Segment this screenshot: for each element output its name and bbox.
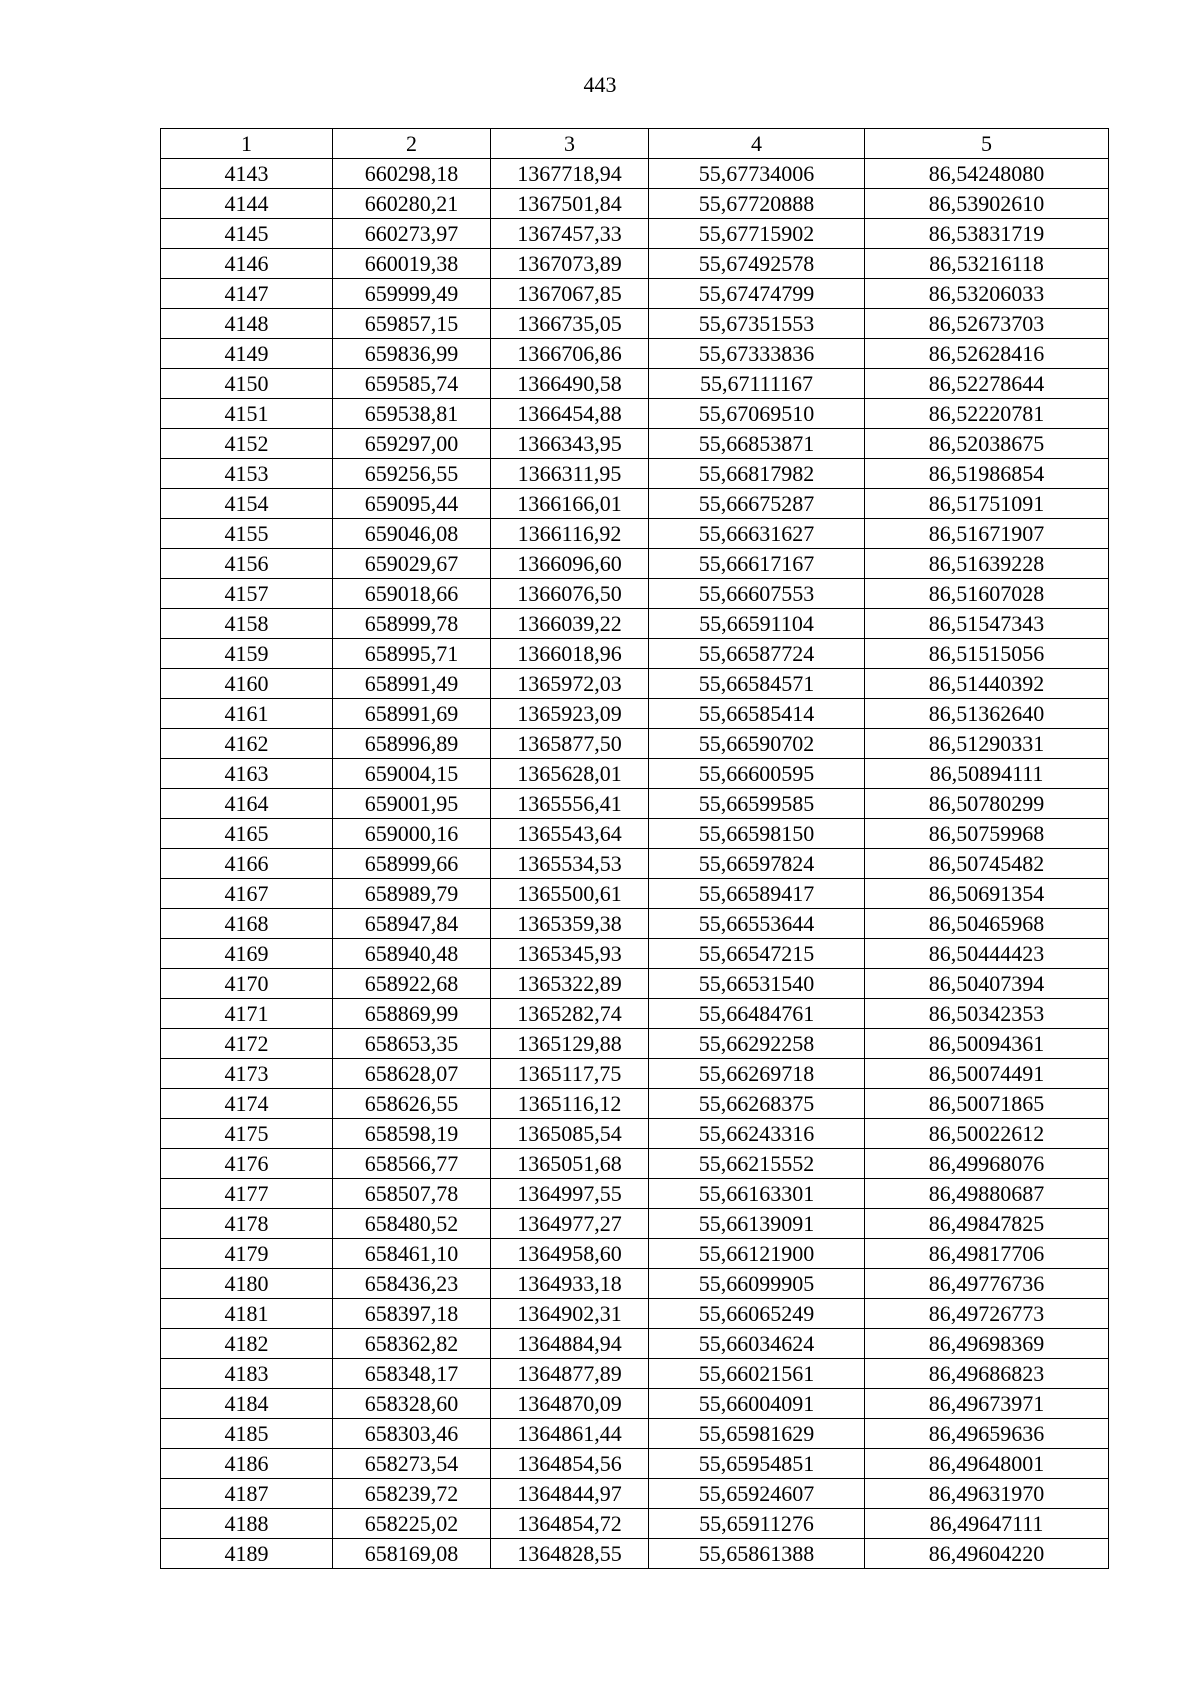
table-cell: 55,66484761	[649, 999, 865, 1029]
table-header-row	[161, 129, 1109, 159]
table-cell: 4183	[161, 1359, 333, 1389]
table-cell: 1365923,09	[491, 699, 649, 729]
coordinates-table	[160, 128, 1109, 1569]
table-row	[161, 669, 1109, 699]
table-cell: 55,67069510	[649, 399, 865, 429]
table-cell: 658999,78	[333, 609, 491, 639]
table-row	[161, 279, 1109, 309]
table-cell: 4153	[161, 459, 333, 489]
table-cell: 660280,21	[333, 189, 491, 219]
table-cell: 658169,08	[333, 1539, 491, 1569]
table-row	[161, 1359, 1109, 1389]
table-cell: 1365500,61	[491, 879, 649, 909]
column-header: 4	[649, 129, 865, 159]
table-cell: 86,49604220	[865, 1539, 1109, 1569]
table-cell: 4179	[161, 1239, 333, 1269]
table-cell: 658348,17	[333, 1359, 491, 1389]
table-cell: 4181	[161, 1299, 333, 1329]
table-cell: 658628,07	[333, 1059, 491, 1089]
table-cell: 55,66591104	[649, 609, 865, 639]
table-row	[161, 999, 1109, 1029]
table-cell: 1364854,72	[491, 1509, 649, 1539]
table-cell: 1365129,88	[491, 1029, 649, 1059]
table-cell: 86,50691354	[865, 879, 1109, 909]
table-cell: 658328,60	[333, 1389, 491, 1419]
table-cell: 55,65911276	[649, 1509, 865, 1539]
table-row	[161, 489, 1109, 519]
table-cell: 658995,71	[333, 639, 491, 669]
table-cell: 86,49698369	[865, 1329, 1109, 1359]
table-cell: 658436,23	[333, 1269, 491, 1299]
table-cell: 1366018,96	[491, 639, 649, 669]
table-cell: 659029,67	[333, 549, 491, 579]
table-row	[161, 1179, 1109, 1209]
table-cell: 86,51671907	[865, 519, 1109, 549]
table-cell: 86,49647111	[865, 1509, 1109, 1539]
table-cell: 4143	[161, 159, 333, 189]
table-cell: 55,66600595	[649, 759, 865, 789]
table-cell: 4147	[161, 279, 333, 309]
table-cell: 55,66547215	[649, 939, 865, 969]
table-cell: 659857,15	[333, 309, 491, 339]
table-cell: 1364902,31	[491, 1299, 649, 1329]
table-cell: 4155	[161, 519, 333, 549]
table-cell: 1366454,88	[491, 399, 649, 429]
table-row	[161, 189, 1109, 219]
table-cell: 86,49817706	[865, 1239, 1109, 1269]
table-cell: 659001,95	[333, 789, 491, 819]
table-cell: 86,52038675	[865, 429, 1109, 459]
table-cell: 1365051,68	[491, 1149, 649, 1179]
table-row	[161, 759, 1109, 789]
table-cell: 86,51515056	[865, 639, 1109, 669]
table-cell: 55,65924607	[649, 1479, 865, 1509]
table-cell: 4150	[161, 369, 333, 399]
table-cell: 4165	[161, 819, 333, 849]
table-row	[161, 1449, 1109, 1479]
table-cell: 658480,52	[333, 1209, 491, 1239]
table-cell: 658225,02	[333, 1509, 491, 1539]
table-cell: 86,50759968	[865, 819, 1109, 849]
table-cell: 659095,44	[333, 489, 491, 519]
table-cell: 55,66599585	[649, 789, 865, 819]
table-row	[161, 579, 1109, 609]
table-cell: 659018,66	[333, 579, 491, 609]
table-cell: 86,53831719	[865, 219, 1109, 249]
table-cell: 4169	[161, 939, 333, 969]
table-cell: 1366076,50	[491, 579, 649, 609]
table-cell: 86,51607028	[865, 579, 1109, 609]
table-cell: 86,50444423	[865, 939, 1109, 969]
table-cell: 658362,82	[333, 1329, 491, 1359]
table-cell: 658996,89	[333, 729, 491, 759]
table-cell: 55,66243316	[649, 1119, 865, 1149]
table-cell: 55,66607553	[649, 579, 865, 609]
table-cell: 1365116,12	[491, 1089, 649, 1119]
table-row	[161, 879, 1109, 909]
table-cell: 658989,79	[333, 879, 491, 909]
table-row	[161, 219, 1109, 249]
table-cell: 659585,74	[333, 369, 491, 399]
table-row	[161, 1149, 1109, 1179]
table-cell: 4163	[161, 759, 333, 789]
table-cell: 658273,54	[333, 1449, 491, 1479]
table-row	[161, 309, 1109, 339]
table-cell: 55,67333836	[649, 339, 865, 369]
table-cell: 86,53902610	[865, 189, 1109, 219]
table-cell: 4171	[161, 999, 333, 1029]
table-row	[161, 1329, 1109, 1359]
table-cell: 658999,66	[333, 849, 491, 879]
table-row	[161, 909, 1109, 939]
table-cell: 1367501,84	[491, 189, 649, 219]
table-cell: 4166	[161, 849, 333, 879]
table-cell: 1365282,74	[491, 999, 649, 1029]
table-cell: 659538,81	[333, 399, 491, 429]
table-cell: 4154	[161, 489, 333, 519]
table-cell: 86,51639228	[865, 549, 1109, 579]
table-cell: 86,52220781	[865, 399, 1109, 429]
table-row	[161, 1209, 1109, 1239]
table-cell: 4177	[161, 1179, 333, 1209]
table-cell: 658626,55	[333, 1089, 491, 1119]
table-cell: 55,66598150	[649, 819, 865, 849]
table-row	[161, 1299, 1109, 1329]
table-body	[161, 159, 1109, 1569]
table-cell: 86,50074491	[865, 1059, 1109, 1089]
table-row	[161, 1419, 1109, 1449]
table-cell: 4178	[161, 1209, 333, 1239]
table-row	[161, 1389, 1109, 1419]
table-cell: 1366039,22	[491, 609, 649, 639]
table-cell: 86,51440392	[865, 669, 1109, 699]
table-cell: 1366116,92	[491, 519, 649, 549]
table-cell: 86,51751091	[865, 489, 1109, 519]
table-cell: 1364884,94	[491, 1329, 649, 1359]
table-cell: 55,66675287	[649, 489, 865, 519]
table-row	[161, 639, 1109, 669]
table-cell: 658653,35	[333, 1029, 491, 1059]
table-cell: 55,66589417	[649, 879, 865, 909]
table-row	[161, 1029, 1109, 1059]
page-number: 443	[583, 72, 617, 97]
table-cell: 660273,97	[333, 219, 491, 249]
table-cell: 86,50745482	[865, 849, 1109, 879]
column-header: 2	[333, 129, 491, 159]
table-cell: 1366096,60	[491, 549, 649, 579]
table-row	[161, 1539, 1109, 1569]
table-cell: 55,66585414	[649, 699, 865, 729]
table-cell: 1364958,60	[491, 1239, 649, 1269]
table-cell: 4145	[161, 219, 333, 249]
table-row	[161, 519, 1109, 549]
table-cell: 4170	[161, 969, 333, 999]
table-cell: 4160	[161, 669, 333, 699]
table-cell: 658940,48	[333, 939, 491, 969]
table-cell: 1367073,89	[491, 249, 649, 279]
table-cell: 658991,49	[333, 669, 491, 699]
table-row	[161, 729, 1109, 759]
table-cell: 55,67492578	[649, 249, 865, 279]
table-row	[161, 939, 1109, 969]
table-cell: 4164	[161, 789, 333, 819]
table-cell: 86,54248080	[865, 159, 1109, 189]
table-cell: 4173	[161, 1059, 333, 1089]
table-cell: 659297,00	[333, 429, 491, 459]
table-cell: 658461,10	[333, 1239, 491, 1269]
table-cell: 4149	[161, 339, 333, 369]
table-cell: 1365534,53	[491, 849, 649, 879]
table-cell: 55,66099905	[649, 1269, 865, 1299]
table-cell: 86,50071865	[865, 1089, 1109, 1119]
table-cell: 1365556,41	[491, 789, 649, 819]
table-cell: 55,66034624	[649, 1329, 865, 1359]
table-cell: 55,66292258	[649, 1029, 865, 1059]
table-cell: 1365543,64	[491, 819, 649, 849]
table-cell: 1364997,55	[491, 1179, 649, 1209]
table-cell: 1365359,38	[491, 909, 649, 939]
table-cell: 4175	[161, 1119, 333, 1149]
table-row	[161, 1479, 1109, 1509]
table-cell: 659000,16	[333, 819, 491, 849]
table-cell: 1365322,89	[491, 969, 649, 999]
table-cell: 55,66553644	[649, 909, 865, 939]
table-cell: 1364933,18	[491, 1269, 649, 1299]
table-cell: 55,67734006	[649, 159, 865, 189]
table-cell: 4174	[161, 1089, 333, 1119]
table-cell: 86,49968076	[865, 1149, 1109, 1179]
table-cell: 4146	[161, 249, 333, 279]
table-cell: 1364861,44	[491, 1419, 649, 1449]
table-cell: 4168	[161, 909, 333, 939]
table-cell: 4184	[161, 1389, 333, 1419]
table-row	[161, 609, 1109, 639]
table-cell: 86,51986854	[865, 459, 1109, 489]
table-cell: 86,49880687	[865, 1179, 1109, 1209]
table-cell: 1364844,97	[491, 1479, 649, 1509]
table-row	[161, 1269, 1109, 1299]
column-header: 1	[161, 129, 333, 159]
table-cell: 86,49648001	[865, 1449, 1109, 1479]
table-cell: 86,51362640	[865, 699, 1109, 729]
table-cell: 659999,49	[333, 279, 491, 309]
table-cell: 86,50780299	[865, 789, 1109, 819]
table-cell: 55,67351553	[649, 309, 865, 339]
table-cell: 4161	[161, 699, 333, 729]
table-row	[161, 1089, 1109, 1119]
table-cell: 55,66817982	[649, 459, 865, 489]
table-row	[161, 339, 1109, 369]
table-cell: 658991,69	[333, 699, 491, 729]
table-cell: 86,49776736	[865, 1269, 1109, 1299]
table-row	[161, 1059, 1109, 1089]
table-cell: 4158	[161, 609, 333, 639]
table-cell: 658303,46	[333, 1419, 491, 1449]
table-row	[161, 1239, 1109, 1269]
table-cell: 4151	[161, 399, 333, 429]
table-row	[161, 369, 1109, 399]
table-cell: 659004,15	[333, 759, 491, 789]
table-cell: 659046,08	[333, 519, 491, 549]
table-cell: 1367718,94	[491, 159, 649, 189]
table-cell: 658869,99	[333, 999, 491, 1029]
table-cell: 1365085,54	[491, 1119, 649, 1149]
table-cell: 55,65954851	[649, 1449, 865, 1479]
table-cell: 658947,84	[333, 909, 491, 939]
table-cell: 86,50022612	[865, 1119, 1109, 1149]
table-cell: 4167	[161, 879, 333, 909]
table-cell: 659836,99	[333, 339, 491, 369]
table-cell: 86,50465968	[865, 909, 1109, 939]
table-cell: 1366343,95	[491, 429, 649, 459]
table-row	[161, 819, 1109, 849]
table-cell: 658566,77	[333, 1149, 491, 1179]
table-cell: 55,66590702	[649, 729, 865, 759]
table-cell: 1365972,03	[491, 669, 649, 699]
table-cell: 1364977,27	[491, 1209, 649, 1239]
table-cell: 55,66531540	[649, 969, 865, 999]
table-cell: 86,52628416	[865, 339, 1109, 369]
table-cell: 4176	[161, 1149, 333, 1179]
table-cell: 55,66065249	[649, 1299, 865, 1329]
table-cell: 4186	[161, 1449, 333, 1479]
table-cell: 55,66121900	[649, 1239, 865, 1269]
table-cell: 1367457,33	[491, 219, 649, 249]
table-cell: 1364854,56	[491, 1449, 649, 1479]
table-cell: 86,50407394	[865, 969, 1109, 999]
table-cell: 1366490,58	[491, 369, 649, 399]
table-row	[161, 1119, 1109, 1149]
table-cell: 660298,18	[333, 159, 491, 189]
table-cell: 55,65981629	[649, 1419, 865, 1449]
table-cell: 55,65861388	[649, 1539, 865, 1569]
table-cell: 55,67111167	[649, 369, 865, 399]
table-cell: 1364828,55	[491, 1539, 649, 1569]
table-row	[161, 249, 1109, 279]
table-cell: 1365628,01	[491, 759, 649, 789]
table-row	[161, 849, 1109, 879]
table-cell: 86,49659636	[865, 1419, 1109, 1449]
table-cell: 658507,78	[333, 1179, 491, 1209]
table-cell: 55,66021561	[649, 1359, 865, 1389]
table-cell: 658239,72	[333, 1479, 491, 1509]
table-cell: 1365345,93	[491, 939, 649, 969]
table-cell: 55,66163301	[649, 1179, 865, 1209]
table-cell: 4162	[161, 729, 333, 759]
table-cell: 55,67715902	[649, 219, 865, 249]
table-cell: 55,67720888	[649, 189, 865, 219]
table-cell: 86,52673703	[865, 309, 1109, 339]
table-row	[161, 459, 1109, 489]
table-cell: 1366706,86	[491, 339, 649, 369]
table-cell: 4144	[161, 189, 333, 219]
table-cell: 4185	[161, 1419, 333, 1449]
table-cell: 86,49686823	[865, 1359, 1109, 1389]
table-cell: 4156	[161, 549, 333, 579]
table-cell: 86,49673971	[865, 1389, 1109, 1419]
table-cell: 4182	[161, 1329, 333, 1359]
table-row	[161, 399, 1109, 429]
table-cell: 86,49726773	[865, 1299, 1109, 1329]
table-cell: 55,66268375	[649, 1089, 865, 1119]
table-cell: 4188	[161, 1509, 333, 1539]
table-cell: 86,50342353	[865, 999, 1109, 1029]
table-cell: 86,53206033	[865, 279, 1109, 309]
table-cell: 658598,19	[333, 1119, 491, 1149]
table-cell: 55,66597824	[649, 849, 865, 879]
table-cell: 4189	[161, 1539, 333, 1569]
table-cell: 55,66631627	[649, 519, 865, 549]
table-row	[161, 789, 1109, 819]
table-cell: 1367067,85	[491, 279, 649, 309]
table-cell: 55,66215552	[649, 1149, 865, 1179]
table-row	[161, 159, 1109, 189]
table-cell: 86,50094361	[865, 1029, 1109, 1059]
table-cell: 1366735,05	[491, 309, 649, 339]
table-row	[161, 549, 1109, 579]
table-cell: 55,66587724	[649, 639, 865, 669]
table-cell: 1364870,09	[491, 1389, 649, 1419]
table-cell: 55,66584571	[649, 669, 865, 699]
table-row	[161, 699, 1109, 729]
table-cell: 1366166,01	[491, 489, 649, 519]
table-row	[161, 1509, 1109, 1539]
column-header: 5	[865, 129, 1109, 159]
table-cell: 86,50894111	[865, 759, 1109, 789]
table-cell: 4187	[161, 1479, 333, 1509]
column-header: 3	[491, 129, 649, 159]
table-cell: 4152	[161, 429, 333, 459]
table-cell: 658922,68	[333, 969, 491, 999]
table-row	[161, 429, 1109, 459]
table-row	[161, 969, 1109, 999]
table-cell: 86,49631970	[865, 1479, 1109, 1509]
table-cell: 4172	[161, 1029, 333, 1059]
table-cell: 86,52278644	[865, 369, 1109, 399]
table-cell: 86,51290331	[865, 729, 1109, 759]
table-cell: 55,66269718	[649, 1059, 865, 1089]
table-cell: 55,67474799	[649, 279, 865, 309]
table-cell: 1364877,89	[491, 1359, 649, 1389]
table-cell: 4157	[161, 579, 333, 609]
table-cell: 55,66004091	[649, 1389, 865, 1419]
table-cell: 4148	[161, 309, 333, 339]
table-cell: 4159	[161, 639, 333, 669]
table-cell: 660019,38	[333, 249, 491, 279]
table-cell: 1365877,50	[491, 729, 649, 759]
table-cell: 86,49847825	[865, 1209, 1109, 1239]
table-cell: 658397,18	[333, 1299, 491, 1329]
table-cell: 659256,55	[333, 459, 491, 489]
table-cell: 86,53216118	[865, 249, 1109, 279]
table-cell: 4180	[161, 1269, 333, 1299]
table-cell: 1365117,75	[491, 1059, 649, 1089]
table-cell: 55,66617167	[649, 549, 865, 579]
table-cell: 55,66853871	[649, 429, 865, 459]
table-cell: 55,66139091	[649, 1209, 865, 1239]
table-cell: 86,51547343	[865, 609, 1109, 639]
table-cell: 1366311,95	[491, 459, 649, 489]
